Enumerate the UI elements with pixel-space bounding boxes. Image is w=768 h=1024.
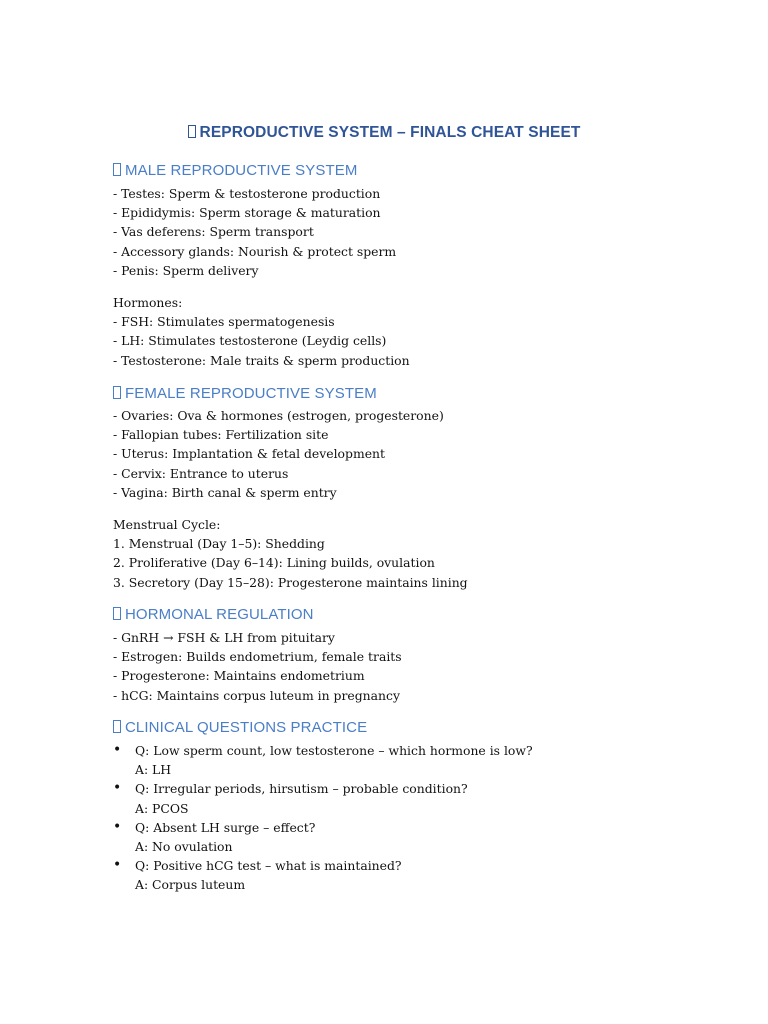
list-item: - Fallopian tubes: Fertilization site — [113, 427, 329, 443]
list-item: - GnRH → FSH & LH from pituitary — [113, 630, 335, 645]
missing-glyph-icon — [188, 125, 196, 138]
male-organs-list — [113, 184, 396, 280]
list-item: - Epididymis: Sperm storage & maturation — [113, 205, 381, 221]
list-item: 1. Menstrual (Day 1–5): Shedding — [113, 536, 325, 552]
question-item — [113, 741, 533, 779]
missing-glyph-icon — [113, 607, 121, 620]
list-item: - Vas deferens: Sperm transport — [113, 224, 314, 240]
list-item: - Accessory glands: Nourish & protect sperm — [113, 243, 397, 259]
heading-clinical-text: CLINICAL QUESTIONS PRACTICE — [125, 719, 368, 736]
answer-text: A: PCOS — [135, 800, 189, 816]
bullet-icon: • — [113, 818, 122, 835]
list-item: - Penis: Sperm delivery — [113, 262, 259, 278]
list-item: 2. Proliferative (Day 6–14): Lining builds, ovulation — [113, 555, 435, 571]
list-item: - Cervix: Entrance to uterus — [113, 465, 289, 481]
missing-glyph-icon — [113, 720, 121, 733]
list-item: - Testes: Sperm & testosterone production — [113, 186, 381, 201]
question-text: Q: Absent LH surge – effect? — [135, 819, 316, 835]
heading-hormonal-text: HORMONAL REGULATION — [125, 606, 314, 623]
heading-male — [113, 162, 357, 179]
male-hormones-list — [113, 293, 410, 370]
cycle-label: Menstrual Cycle: — [113, 517, 221, 532]
clinical-questions-list — [113, 741, 533, 895]
question-item — [113, 856, 533, 894]
hormones-label: Hormones: — [113, 295, 183, 310]
list-item: - Vagina: Birth canal & sperm entry — [113, 484, 337, 500]
heading-female-text: FEMALE REPRODUCTIVE SYSTEM — [125, 385, 377, 402]
menstrual-cycle-list — [113, 515, 468, 592]
bullet-icon: • — [113, 780, 122, 797]
answer-text: A: LH — [135, 762, 172, 778]
list-item: - Progesterone: Maintains endometrium — [113, 668, 365, 684]
list-item: - FSH: Stimulates spermatogenesis — [113, 314, 335, 330]
hormonal-regulation-list — [113, 628, 402, 705]
bullet-icon: • — [113, 857, 122, 874]
answer-text: A: No ovulation — [135, 838, 233, 854]
list-item: - Ovaries: Ova & hormones (estrogen, progesterone) — [113, 408, 444, 423]
question-item — [113, 818, 533, 856]
list-item: - hCG: Maintains corpus luteum in pregnancy — [113, 687, 400, 703]
missing-glyph-icon — [113, 163, 121, 176]
female-organs-list — [113, 406, 444, 502]
heading-male-text: MALE REPRODUCTIVE SYSTEM — [125, 162, 358, 179]
question-text: Q: Low sperm count, low testosterone – which hormone is low? — [135, 743, 533, 758]
question-item — [113, 779, 533, 817]
list-item: 3. Secretory (Day 15–28): Progesterone maintains lining — [113, 574, 468, 590]
missing-glyph-icon — [113, 386, 121, 399]
list-item: - Uterus: Implantation & fetal development — [113, 446, 385, 462]
heading-hormonal — [113, 606, 314, 623]
list-item: - LH: Stimulates testosterone (Leydig cells) — [113, 333, 387, 349]
list-item: - Testosterone: Male traits & sperm production — [113, 352, 410, 368]
heading-female — [113, 385, 377, 402]
document-title-text: REPRODUCTIVE SYSTEM – FINALS CHEAT SHEET — [199, 124, 581, 141]
bullet-icon: • — [113, 742, 122, 758]
list-item: - Estrogen: Builds endometrium, female traits — [113, 649, 402, 665]
question-text: Q: Irregular periods, hirsutism – probable condition? — [135, 781, 468, 797]
document-title — [0, 124, 768, 142]
question-text: Q: Positive hCG test – what is maintained? — [135, 858, 402, 874]
answer-text: A: Corpus luteum — [135, 877, 246, 893]
heading-clinical — [113, 719, 367, 736]
